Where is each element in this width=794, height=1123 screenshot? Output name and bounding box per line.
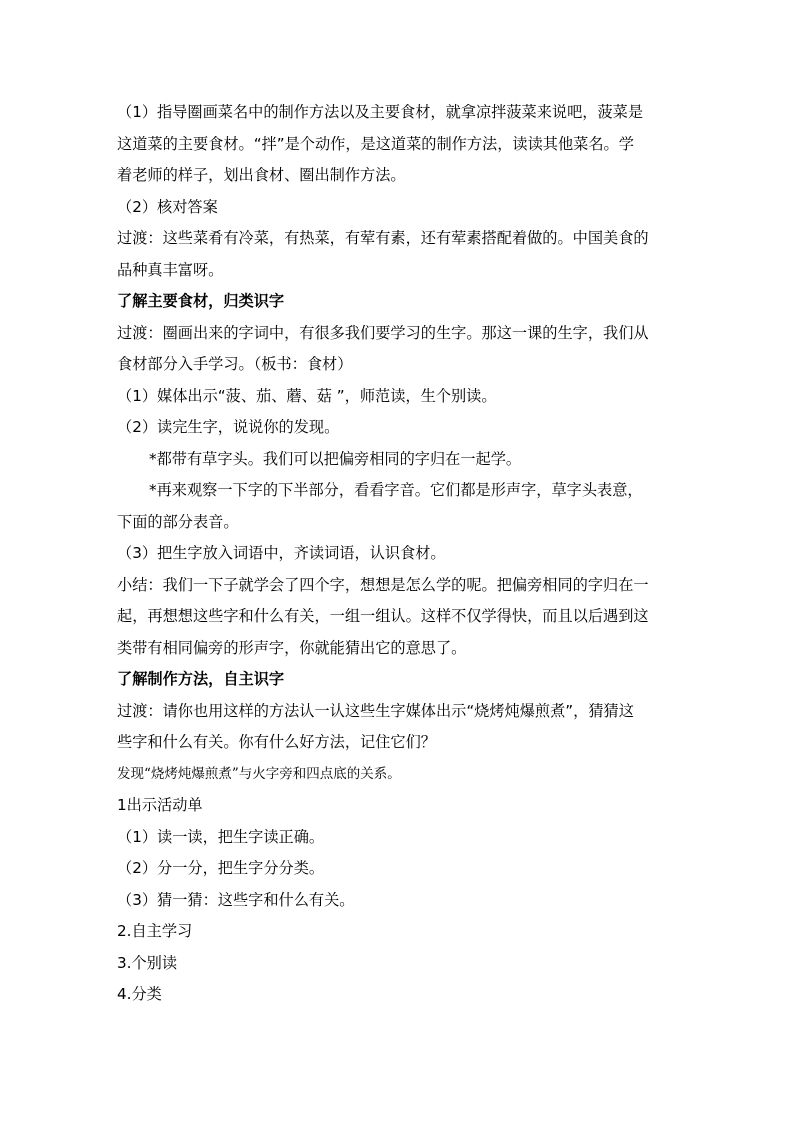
list-heading: 1出示活动单 [117, 796, 203, 814]
list-item: （1）读一读，把生字读正确。 [117, 827, 325, 846]
bullet-line: *再来观察一下字的下半部分，看看字音。它们都是形声字，草字头表意， [149, 481, 643, 499]
paragraph-line: 着老师的样子，划出食材、圈出制作方法。 [117, 166, 406, 184]
list-item: （3）猜一猜：这些字和什么有关。 [117, 890, 355, 909]
paragraph-line: （2）读完生字，说说你的发现。 [117, 418, 340, 436]
list-item: 4.分类 [117, 985, 162, 1003]
list-item: （2）分一分，把生字分分类。 [117, 859, 325, 877]
list-item: 2.自主学习 [117, 922, 193, 940]
paragraph-line: （3）把生字放入词语中，齐读词语，认识食材。 [117, 544, 446, 562]
paragraph-line: 品种真丰富呀。 [117, 260, 224, 279]
section-heading: 了解主要食材，归类识字 [117, 292, 285, 310]
paragraph-line: 下面的部分表音。 [117, 512, 239, 531]
paragraph-line: 类带有相同偏旁的形声字，你就能猜出它的意思了。 [117, 638, 467, 657]
list-item: 3.个别读 [117, 953, 178, 972]
paragraph-line: 这道菜的主要食材。“拌”是个动作，是这道菜的制作方法，读读其他菜名。学 [117, 134, 634, 153]
paragraph-line: 些字和什么有关。你有什么好方法，记住它们？ [117, 733, 436, 751]
paragraph-line: 发现“烧烤炖爆煎煮”与火字旁和四点底的关系。 [117, 765, 401, 782]
paragraph-line: 小结：我们一下子就学会了四个字，想想是怎么学的呢。把偏旁相同的字归在一 [117, 575, 649, 594]
document-body [117, 97, 682, 1011]
paragraph-line: 过渡：圈画出来的字词中，有很多我们要学习的生字。那这一课的生字，我们从 [117, 323, 649, 342]
paragraph-line: （2）核对答案 [117, 197, 218, 216]
paragraph-line: 食材部分入手学习。（板书：食材） [117, 355, 353, 373]
paragraph-line: （1）媒体出示“菠、茄、蘑、菇 ”，师范读，生个别读。 [117, 386, 497, 405]
paragraph-line: 起，再想想这些字和什么有关，一组一组认。这样不仅学得快，而且以后遇到这 [117, 607, 649, 625]
paragraph-line: 过渡：请你也用这样的方法认一认这些生字媒体出示“烧烤炖爆煎煮”，猜猜这 [117, 701, 634, 720]
section-heading: 了解制作方法，自主识字 [117, 670, 285, 688]
paragraph-line: （1）指导圈画菜名中的制作方法以及主要食材，就拿凉拌菠菜来说吧，菠菜是 [117, 103, 644, 121]
bullet-line: *都带有草字头。我们可以把偏旁相同的字归在一起学。 [149, 449, 522, 468]
paragraph-line: 过渡：这些菜肴有冷菜，有热菜，有荤有素，还有荤素搭配着做的。中国美食的 [117, 229, 649, 247]
